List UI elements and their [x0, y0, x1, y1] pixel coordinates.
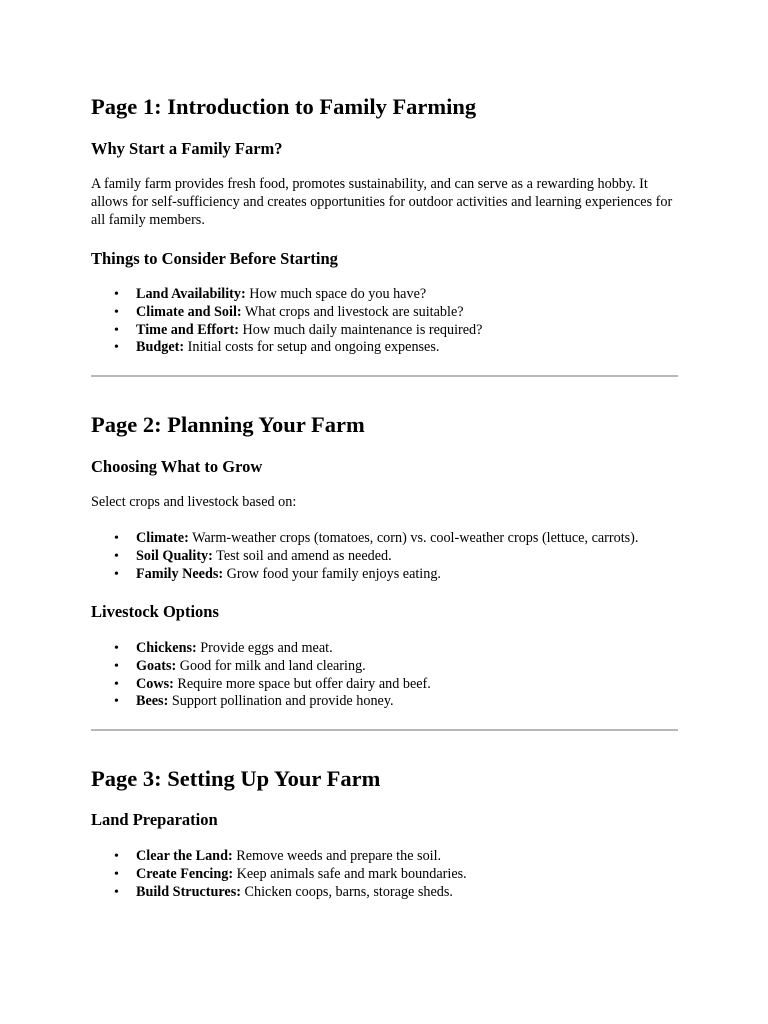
list-item-term: Bees: [136, 693, 169, 710]
list-item [136, 658, 678, 676]
list-item-text: Grow food your family enjoys eating. [223, 565, 441, 582]
list-item-term: Time and Effort: [136, 321, 239, 338]
section-divider [91, 729, 678, 731]
paragraph-grow-intro: Select crops and livestock based on: [91, 494, 297, 510]
list-item [136, 548, 678, 566]
section-title-page-2: Page 2: Planning Your Farm [91, 412, 365, 437]
list-item-term: Soil Quality: [136, 547, 213, 564]
list-item [136, 286, 678, 304]
list-item-term: Chickens: [136, 640, 197, 656]
list-item-text: Require more space but offer dairy and beef. [173, 675, 431, 692]
section-divider [91, 375, 678, 377]
list-item-term: Cows: [136, 675, 174, 692]
list-land-preparation [91, 848, 678, 901]
list-item-text: Provide eggs and meat. [196, 640, 333, 656]
list-item [136, 640, 678, 658]
list-item-text: Support pollination and provide honey. [168, 693, 394, 710]
list-item [136, 848, 678, 866]
list-item [136, 884, 678, 902]
list-item-term: Budget: [136, 339, 185, 356]
section-title-page-1: Page 1: Introduction to Family Farming [91, 94, 477, 119]
list-item-term: Build Structures: [136, 883, 241, 900]
list-item-text: Keep animals safe and mark boundaries. [233, 865, 467, 882]
list-item [136, 530, 678, 548]
list-item-text: Good for milk and land clearing. [176, 657, 366, 674]
list-item-text: Remove weeds and prepare the soil. [232, 848, 442, 864]
list-item-term: Create Fencing: [136, 865, 234, 882]
heading-choosing-what-to-grow: Choosing What to Grow [91, 457, 263, 476]
list-choosing-what-to-grow [91, 530, 678, 583]
heading-things-to-consider: Things to Consider Before Starting [91, 249, 338, 268]
list-item [136, 676, 678, 694]
list-item [136, 866, 678, 884]
heading-land-preparation: Land Preparation [91, 810, 218, 829]
list-item-text: How much daily maintenance is required? [238, 321, 483, 338]
list-item-term: Climate and Soil: [136, 303, 242, 320]
paragraph-why-start: A family farm provides fresh food, promotes sustainability, and can serve as a rewarding hobby. It allows for self-sufficiency and creates opportunities for outdoor activities and learning experiences for all family members. [91, 176, 673, 228]
list-item-text: Test soil and amend as needed. [212, 547, 392, 564]
list-item [136, 693, 678, 711]
list-item [136, 322, 678, 340]
list-item-text: How much space do you have? [245, 286, 427, 302]
list-things-to-consider [91, 286, 678, 357]
list-item [136, 339, 678, 357]
list-item-term: Land Availability: [136, 286, 246, 302]
list-item-term: Climate: [136, 530, 189, 546]
list-item-text: What crops and livestock are suitable? [241, 303, 464, 320]
list-item [136, 304, 678, 322]
list-livestock-options [91, 640, 678, 711]
section-title-page-3: Page 3: Setting Up Your Farm [91, 766, 381, 791]
list-item-text: Warm-weather crops (tomatoes, corn) vs. cool-weather crops (lettuce, carrots). [188, 530, 639, 546]
list-item-term: Family Needs: [136, 565, 224, 582]
list-item-text: Chicken coops, barns, storage sheds. [240, 883, 453, 900]
list-item-term: Goats: [136, 657, 177, 674]
heading-why-start: Why Start a Family Farm? [91, 139, 283, 158]
heading-livestock-options: Livestock Options [91, 602, 219, 621]
list-item-text: Initial costs for setup and ongoing expenses. [184, 339, 440, 356]
list-item [136, 566, 678, 584]
list-item-term: Clear the Land: [136, 848, 233, 864]
